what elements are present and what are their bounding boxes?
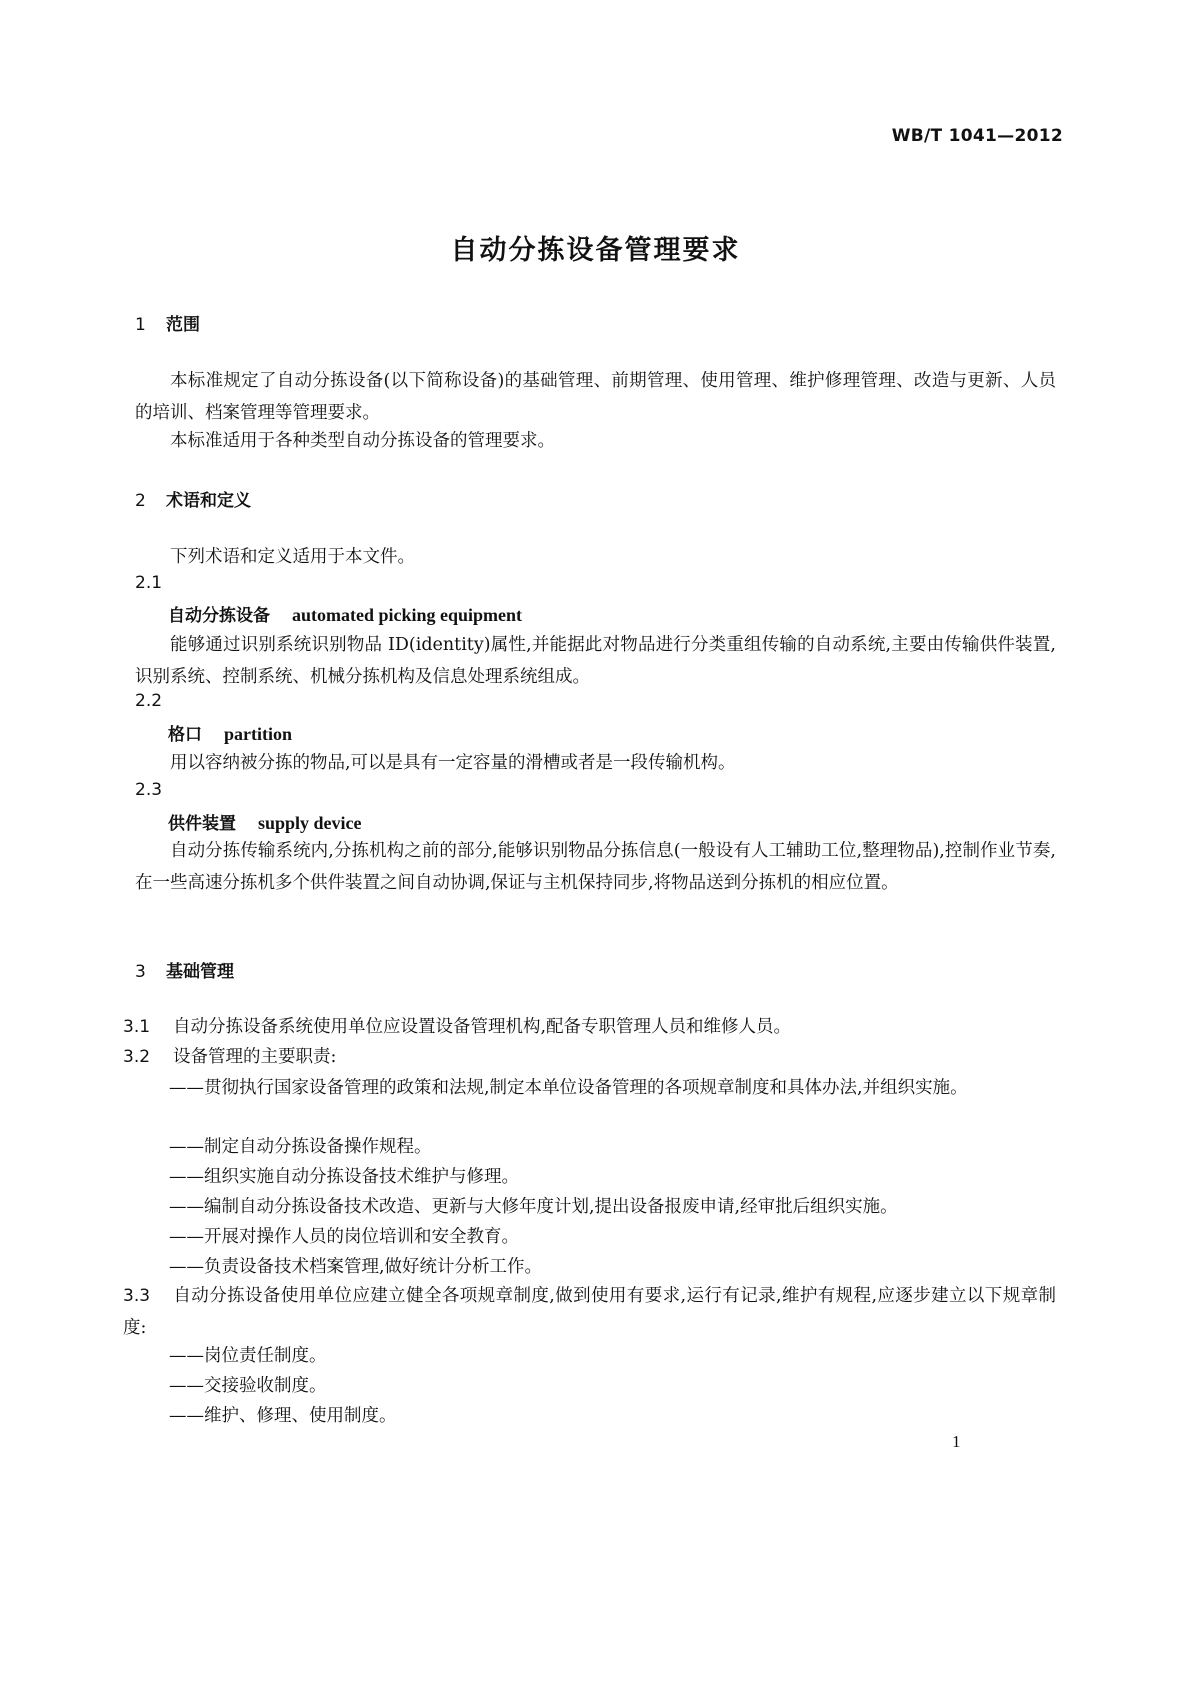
term-english: supply device xyxy=(258,813,362,833)
list-item: ——编制自动分拣设备技术改造、更新与大修年度计划,提出设备报废申请,经审批后组织实施。 xyxy=(169,1197,898,1217)
term-name: 格口 xyxy=(168,725,202,745)
list-item: ——负责设备技术档案管理,做好统计分析工作。 xyxy=(169,1257,543,1277)
section-2-heading xyxy=(135,486,251,511)
list-item: ——维护、修理、使用制度。 xyxy=(169,1406,397,1426)
document-title: 自动分拣设备管理要求 xyxy=(450,235,741,266)
term-heading xyxy=(168,809,362,834)
list-item: ——贯彻执行国家设备管理的政策和法规,制定本单位设备管理的各项规章制度和具体办法,并组织实施。 xyxy=(169,1078,968,1098)
term-definition: 用以容纳被分拣的物品,可以是具有一定容量的滑槽或者是一段传输机构。 xyxy=(170,753,736,773)
section-title: 范围 xyxy=(166,315,200,335)
term-english: automated picking equipment xyxy=(292,605,523,625)
list-item: ——交接验收制度。 xyxy=(169,1376,327,1396)
term-number: 2.3 xyxy=(135,780,163,800)
section-2-intro: 下列术语和定义适用于本文件。 xyxy=(170,547,415,567)
term-number: 2.1 xyxy=(135,573,163,593)
page-number: 1 xyxy=(952,1432,961,1451)
term-number: 2.2 xyxy=(135,691,163,711)
section-number: 3 xyxy=(135,962,146,982)
list-item: ——岗位责任制度。 xyxy=(169,1346,327,1366)
term-english: partition xyxy=(224,724,293,744)
section-1-heading xyxy=(135,310,200,335)
clause-number: 3.1 xyxy=(123,1017,151,1037)
term-name: 供件装置 xyxy=(168,814,236,834)
clause-3-2 xyxy=(123,1042,336,1073)
clause-3-1 xyxy=(123,1012,791,1043)
section-number: 1 xyxy=(135,315,146,335)
section-title: 基础管理 xyxy=(166,962,234,982)
section-3-heading xyxy=(135,957,234,982)
list-item: ——制定自动分拣设备操作规程。 xyxy=(169,1137,432,1157)
section-1-paragraph: 本标准适用于各种类型自动分拣设备的管理要求。 xyxy=(170,431,555,451)
standard-number: WB/T 1041—2012 xyxy=(891,126,1063,146)
term-heading xyxy=(168,601,522,626)
clause-text: 设备管理的主要职责: xyxy=(173,1047,337,1067)
section-1-paragraph: 本标准规定了自动分拣设备(以下简称设备)的基础管理、前期管理、使用管理、维护修理管理、改造与更新、人员的培训、档案管理等管理要求。 xyxy=(135,371,1056,423)
clause-text: 自动分拣设备使用单位应建立健全各项规章制度,做到使用有要求,运行有记录,维护有规程,应逐步建立以下规章制度: xyxy=(123,1286,1056,1338)
clause-number: 3.2 xyxy=(123,1047,151,1067)
list-item: ——组织实施自动分拣设备技术维护与修理。 xyxy=(169,1167,519,1187)
section-number: 2 xyxy=(135,491,146,511)
term-heading xyxy=(168,720,292,745)
term-definition: 能够通过识别系统识别物品 ID(identity)属性,并能据此对物品进行分类重组传输的自动系统,主要由传输供件装置,识别系统、控制系统、机械分拣机构及信息处理系统组成。 xyxy=(135,635,1056,687)
term-definition: 自动分拣传输系统内,分拣机构之前的部分,能够识别物品分拣信息(一般设有人工辅助工位,整理物品),控制作业节奏,在一些高速分拣机多个供件装置之间自动协调,保证与主机保持同步,将物品送到分拣机的相应位置。 xyxy=(135,841,1056,893)
clause-text: 自动分拣设备系统使用单位应设置设备管理机构,配备专职管理人员和维修人员。 xyxy=(173,1017,792,1037)
clause-number: 3.3 xyxy=(123,1286,151,1306)
term-name: 自动分拣设备 xyxy=(168,606,270,626)
list-item: ——开展对操作人员的岗位培训和安全教育。 xyxy=(169,1227,519,1247)
clause-3-3 xyxy=(123,1280,1056,1344)
section-title: 术语和定义 xyxy=(166,491,251,511)
